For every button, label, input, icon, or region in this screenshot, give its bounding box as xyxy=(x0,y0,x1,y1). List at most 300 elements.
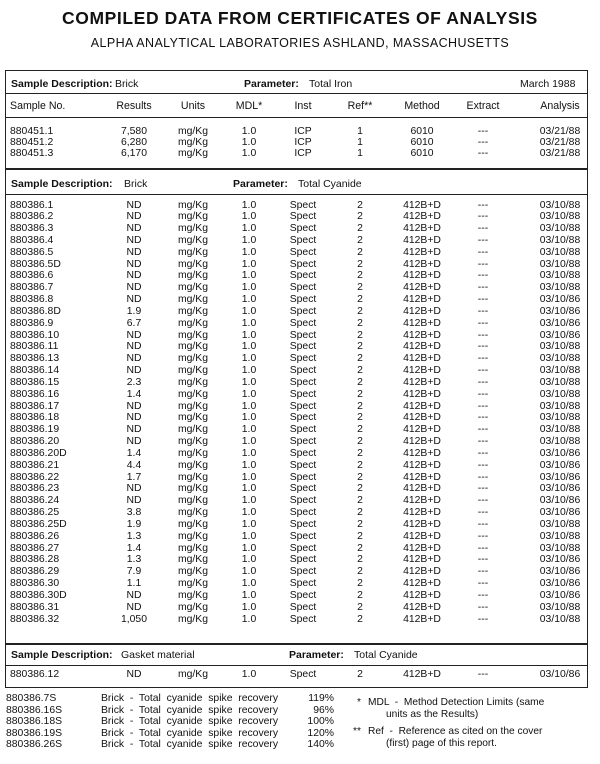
cell-results: 6.7 xyxy=(126,317,142,329)
cell-units: mg/Kg xyxy=(177,137,209,148)
cell-extract: --- xyxy=(477,317,489,329)
cell-units: mg/Kg xyxy=(177,234,209,246)
cell-ref: 2 xyxy=(357,223,363,235)
cell-sample-no: 880386.30 xyxy=(10,578,60,590)
cell-extract: --- xyxy=(477,530,489,542)
cell-results: 1,050 xyxy=(120,613,148,625)
cell-results: 1.4 xyxy=(126,447,142,459)
cell-results: 1.9 xyxy=(126,518,142,530)
cell-method: 412B+D xyxy=(403,471,441,483)
cell-units: mg/Kg xyxy=(177,126,209,137)
cell-mdl: 1.0 xyxy=(241,507,257,519)
spike-description: Brick - Total cyanide spike recovery xyxy=(101,739,279,751)
cell-sample-no: 880386.21 xyxy=(10,459,60,471)
cell-ref: 2 xyxy=(357,436,363,448)
cell-analysis: 03/10/86 xyxy=(539,471,581,483)
cell-analysis: 03/10/88 xyxy=(539,282,581,294)
spike-value: 96% xyxy=(313,704,334,716)
cell-inst: Spect xyxy=(289,554,317,566)
cell-units: mg/Kg xyxy=(177,246,209,258)
cell-sample-no: 880386.29 xyxy=(10,566,60,578)
header-divider xyxy=(5,665,588,666)
parameter-value: Total Iron xyxy=(309,78,353,90)
parameter-label: Parameter: xyxy=(233,178,288,190)
cell-method: 412B+D xyxy=(403,258,441,270)
cell-mdl: 1.0 xyxy=(241,365,257,377)
cell-extract: --- xyxy=(477,211,489,223)
cell-ref: 1 xyxy=(357,148,363,159)
cell-results: 2.3 xyxy=(126,376,142,388)
cell-mdl: 1.0 xyxy=(241,258,257,270)
cell-units: mg/Kg xyxy=(177,601,209,613)
column-headers xyxy=(0,101,600,113)
cell-method: 6010 xyxy=(410,137,434,148)
cell-mdl: 1.0 xyxy=(241,211,257,223)
cell-units: mg/Kg xyxy=(177,305,209,317)
cell-ref: 2 xyxy=(357,447,363,459)
cell-sample-no: 880386.26 xyxy=(10,530,60,542)
cell-results: 4.4 xyxy=(126,459,142,471)
cell-ref: 2 xyxy=(357,530,363,542)
cell-extract: --- xyxy=(477,578,489,590)
cell-method: 412B+D xyxy=(403,282,441,294)
cell-sample-no: 880386.27 xyxy=(10,542,60,554)
cell-mdl: 1.0 xyxy=(241,471,257,483)
cell-extract: --- xyxy=(477,589,489,601)
cell-inst: Spect xyxy=(289,234,317,246)
cell-sample-no: 880386.9 xyxy=(10,317,54,329)
cell-sample-no: 880386.2 xyxy=(10,211,54,223)
cell-ref: 2 xyxy=(357,412,363,424)
cell-extract: --- xyxy=(477,400,489,412)
header-divider xyxy=(5,93,588,94)
cell-results: 6,280 xyxy=(120,137,148,148)
cell-method: 412B+D xyxy=(403,341,441,353)
cell-analysis: 03/10/86 xyxy=(539,578,581,590)
cell-mdl: 1.0 xyxy=(241,669,257,680)
table-row xyxy=(0,670,600,681)
cell-analysis: 03/10/86 xyxy=(539,294,581,306)
cell-method: 412B+D xyxy=(403,211,441,223)
cell-sample-no: 880386.8 xyxy=(10,294,54,306)
column-header-analysis: Analysis xyxy=(540,100,580,112)
cell-ref: 2 xyxy=(357,483,363,495)
cell-results: 1.4 xyxy=(126,388,142,400)
sample-description-label: Sample Description: xyxy=(11,78,113,90)
cell-extract: --- xyxy=(477,669,489,680)
cell-analysis: 03/10/86 xyxy=(539,495,581,507)
cell-sample-no: 880386.32 xyxy=(10,613,60,625)
cell-units: mg/Kg xyxy=(177,566,209,578)
cell-units: mg/Kg xyxy=(177,400,209,412)
cell-extract: --- xyxy=(477,329,489,341)
cell-analysis: 03/10/86 xyxy=(539,507,581,519)
cell-analysis: 03/21/88 xyxy=(539,148,581,159)
cell-sample-no: 880386.3 xyxy=(10,223,54,235)
cell-mdl: 1.0 xyxy=(241,148,257,159)
cell-sample-no: 880386.17 xyxy=(10,400,60,412)
cell-sample-no: 880451.1 xyxy=(10,126,54,137)
cell-inst: Spect xyxy=(289,530,317,542)
cell-method: 412B+D xyxy=(403,669,441,680)
cell-results: 7.9 xyxy=(126,566,142,578)
cell-analysis: 03/10/86 xyxy=(539,589,581,601)
cell-sample-no: 880386.20D xyxy=(10,447,67,459)
sample-description-value: Brick xyxy=(115,78,139,90)
cell-method: 412B+D xyxy=(403,270,441,282)
cell-inst: Spect xyxy=(289,282,317,294)
cell-results: ND xyxy=(126,400,142,412)
cell-analysis: 03/10/88 xyxy=(539,246,581,258)
cell-ref: 2 xyxy=(357,388,363,400)
cell-sample-no: 880386.12 xyxy=(10,669,60,680)
cell-mdl: 1.0 xyxy=(241,601,257,613)
cell-sample-no: 880386.22 xyxy=(10,471,60,483)
cell-extract: --- xyxy=(477,554,489,566)
cell-extract: --- xyxy=(477,126,489,137)
cell-inst: Spect xyxy=(289,613,317,625)
cell-extract: --- xyxy=(477,341,489,353)
cell-sample-no: 880386.16 xyxy=(10,388,60,400)
report-date: March 1988 xyxy=(520,78,576,90)
cell-units: mg/Kg xyxy=(177,507,209,519)
cell-method: 412B+D xyxy=(403,223,441,235)
cell-inst: Spect xyxy=(289,294,317,306)
cell-units: mg/Kg xyxy=(177,542,209,554)
cell-units: mg/Kg xyxy=(177,589,209,601)
parameter-label: Parameter: xyxy=(289,649,344,661)
spike-sample-no: 880386.18S xyxy=(6,716,63,728)
spike-recovery-row xyxy=(0,728,340,740)
cell-results: ND xyxy=(126,234,142,246)
cell-analysis: 03/10/88 xyxy=(539,365,581,377)
cell-results: 6,170 xyxy=(120,148,148,159)
sample-description-label: Sample Description: xyxy=(11,649,113,661)
cell-inst: ICP xyxy=(294,126,312,137)
cell-method: 412B+D xyxy=(403,518,441,530)
cell-analysis: 03/10/86 xyxy=(539,483,581,495)
cell-mdl: 1.0 xyxy=(241,282,257,294)
cell-extract: --- xyxy=(477,495,489,507)
cell-ref: 2 xyxy=(357,234,363,246)
cell-extract: --- xyxy=(477,223,489,235)
cell-analysis: 03/10/88 xyxy=(539,542,581,554)
cell-analysis: 03/10/88 xyxy=(539,436,581,448)
cell-method: 6010 xyxy=(410,148,434,159)
cell-units: mg/Kg xyxy=(177,613,209,625)
cell-results: 1.3 xyxy=(126,554,142,566)
cell-method: 412B+D xyxy=(403,412,441,424)
cell-method: 412B+D xyxy=(403,483,441,495)
cell-analysis: 03/10/88 xyxy=(539,400,581,412)
cell-inst: Spect xyxy=(289,566,317,578)
footnote-text: Ref - Reference as cited on the cover xyxy=(368,726,543,737)
footnote-text: units as the Results) xyxy=(386,708,479,720)
cell-mdl: 1.0 xyxy=(241,270,257,282)
cell-method: 412B+D xyxy=(403,447,441,459)
column-header-sample-no: Sample No. xyxy=(10,100,66,112)
cell-extract: --- xyxy=(477,234,489,246)
spike-sample-no: 880386.16S xyxy=(6,704,63,716)
spike-recovery-row xyxy=(0,716,340,728)
cell-inst: Spect xyxy=(289,317,317,329)
cell-units: mg/Kg xyxy=(177,447,209,459)
cell-mdl: 1.0 xyxy=(241,589,257,601)
cell-results: ND xyxy=(126,601,142,613)
sample-description-label: Sample Description: xyxy=(11,178,113,190)
cell-inst: ICP xyxy=(294,148,312,159)
cell-results: ND xyxy=(126,258,142,270)
cell-units: mg/Kg xyxy=(177,223,209,235)
cell-sample-no: 880386.19 xyxy=(10,424,60,436)
cell-method: 412B+D xyxy=(403,566,441,578)
cell-mdl: 1.0 xyxy=(241,495,257,507)
cell-method: 412B+D xyxy=(403,601,441,613)
cell-method: 412B+D xyxy=(403,589,441,601)
parameter-label: Parameter: xyxy=(244,78,299,90)
cell-sample-no: 880386.14 xyxy=(10,365,60,377)
cell-mdl: 1.0 xyxy=(241,554,257,566)
spike-description: Brick - Total cyanide spike recovery xyxy=(101,727,279,739)
column-header-ref: Ref** xyxy=(347,100,373,112)
cell-analysis: 03/10/86 xyxy=(539,447,581,459)
cell-ref: 2 xyxy=(357,258,363,270)
cell-inst: Spect xyxy=(289,507,317,519)
cell-results: ND xyxy=(126,246,142,258)
cell-mdl: 1.0 xyxy=(241,305,257,317)
spike-sample-no: 880386.7S xyxy=(6,693,57,704)
cell-method: 412B+D xyxy=(403,578,441,590)
cell-sample-no: 880386.24 xyxy=(10,495,60,507)
cell-method: 412B+D xyxy=(403,317,441,329)
cell-mdl: 1.0 xyxy=(241,246,257,258)
cell-method: 412B+D xyxy=(403,388,441,400)
cell-analysis: 03/10/88 xyxy=(539,211,581,223)
cell-results: 1.1 xyxy=(126,578,142,590)
cell-inst: Spect xyxy=(289,199,317,211)
header-divider xyxy=(5,117,588,118)
cell-ref: 2 xyxy=(357,294,363,306)
cell-mdl: 1.0 xyxy=(241,234,257,246)
cell-ref: 2 xyxy=(357,353,363,365)
cell-method: 412B+D xyxy=(403,329,441,341)
cell-ref: 2 xyxy=(357,270,363,282)
cell-units: mg/Kg xyxy=(177,148,209,159)
cell-units: mg/Kg xyxy=(177,353,209,365)
cell-method: 412B+D xyxy=(403,530,441,542)
cell-results: ND xyxy=(126,589,142,601)
cell-sample-no: 880386.6 xyxy=(10,270,54,282)
cell-extract: --- xyxy=(477,270,489,282)
cell-extract: --- xyxy=(477,566,489,578)
cell-ref: 2 xyxy=(357,341,363,353)
cell-mdl: 1.0 xyxy=(241,199,257,211)
cell-inst: Spect xyxy=(289,305,317,317)
cell-sample-no: 880386.5 xyxy=(10,246,54,258)
cell-sample-no: 880386.25 xyxy=(10,507,60,519)
cell-inst: Spect xyxy=(289,223,317,235)
cell-sample-no: 880386.8D xyxy=(10,305,61,317)
spike-description: Brick - Total cyanide spike recovery xyxy=(101,704,279,716)
cell-units: mg/Kg xyxy=(177,436,209,448)
cell-units: mg/Kg xyxy=(177,282,209,294)
cell-ref: 2 xyxy=(357,211,363,223)
cell-units: mg/Kg xyxy=(177,412,209,424)
cell-analysis: 03/10/88 xyxy=(539,258,581,270)
cell-ref: 2 xyxy=(357,554,363,566)
cell-extract: --- xyxy=(477,353,489,365)
cell-ref: 2 xyxy=(357,376,363,388)
header-divider xyxy=(5,194,588,195)
cell-results: ND xyxy=(126,270,142,282)
cell-extract: --- xyxy=(477,542,489,554)
cell-extract: --- xyxy=(477,507,489,519)
section-divider xyxy=(5,168,588,170)
footnote-text: MDL - Method Detection Limits (same xyxy=(368,697,545,708)
cell-analysis: 03/10/86 xyxy=(539,566,581,578)
lab-name: ALPHA ANALYTICAL LABORATORIES ASHLAND, MASSACHUSETTS xyxy=(90,36,510,50)
cell-analysis: 03/10/88 xyxy=(539,424,581,436)
cell-results: ND xyxy=(126,282,142,294)
cell-analysis: 03/10/86 xyxy=(539,459,581,471)
cell-ref: 2 xyxy=(357,329,363,341)
cell-inst: Spect xyxy=(289,436,317,448)
cell-mdl: 1.0 xyxy=(241,329,257,341)
cell-inst: Spect xyxy=(289,424,317,436)
cell-units: mg/Kg xyxy=(177,211,209,223)
cell-sample-no: 880451.3 xyxy=(10,148,54,159)
cell-extract: --- xyxy=(477,424,489,436)
cell-inst: Spect xyxy=(289,353,317,365)
cell-units: mg/Kg xyxy=(177,365,209,377)
cell-ref: 2 xyxy=(357,542,363,554)
footnote-mark: ** xyxy=(353,726,361,737)
cell-extract: --- xyxy=(477,148,489,159)
column-header-extract: Extract xyxy=(466,100,500,112)
cell-method: 6010 xyxy=(410,126,434,137)
cell-results: ND xyxy=(126,669,142,680)
cell-analysis: 03/10/88 xyxy=(539,223,581,235)
cell-method: 412B+D xyxy=(403,294,441,306)
spike-value: 119% xyxy=(308,693,334,704)
cell-ref: 2 xyxy=(357,365,363,377)
cell-results: 1.3 xyxy=(126,530,142,542)
cell-extract: --- xyxy=(477,483,489,495)
cell-units: mg/Kg xyxy=(177,376,209,388)
cell-extract: --- xyxy=(477,518,489,530)
cell-extract: --- xyxy=(477,613,489,625)
cell-mdl: 1.0 xyxy=(241,341,257,353)
cell-extract: --- xyxy=(477,305,489,317)
cell-units: mg/Kg xyxy=(177,459,209,471)
cell-analysis: 03/10/88 xyxy=(539,601,581,613)
cell-units: mg/Kg xyxy=(177,199,209,211)
cell-results: 3.8 xyxy=(126,507,142,519)
cell-extract: --- xyxy=(477,137,489,148)
cell-inst: Spect xyxy=(289,376,317,388)
cell-ref: 2 xyxy=(357,566,363,578)
cell-results: ND xyxy=(126,294,142,306)
cell-sample-no: 880451.2 xyxy=(10,137,54,148)
footnote-mark: * xyxy=(357,697,361,708)
cell-analysis: 03/10/88 xyxy=(539,270,581,282)
cell-analysis: 03/10/88 xyxy=(539,530,581,542)
cell-units: mg/Kg xyxy=(177,578,209,590)
cell-inst: Spect xyxy=(289,270,317,282)
cell-ref: 2 xyxy=(357,305,363,317)
cell-inst: Spect xyxy=(289,329,317,341)
cell-extract: --- xyxy=(477,282,489,294)
cell-analysis: 03/10/86 xyxy=(539,317,581,329)
sample-description-value: Brick xyxy=(124,178,148,190)
cell-extract: --- xyxy=(477,459,489,471)
page-title: COMPILED DATA FROM CERTIFICATES OF ANALYSIS xyxy=(62,8,538,28)
cell-units: mg/Kg xyxy=(177,518,209,530)
cell-mdl: 1.0 xyxy=(241,400,257,412)
cell-ref: 2 xyxy=(357,471,363,483)
cell-analysis: 03/10/86 xyxy=(539,669,581,680)
cell-results: 1.7 xyxy=(126,471,142,483)
cell-results: ND xyxy=(126,353,142,365)
table-row xyxy=(0,615,600,627)
cell-ref: 2 xyxy=(357,317,363,329)
cell-results: ND xyxy=(126,365,142,377)
cell-analysis: 03/10/88 xyxy=(539,353,581,365)
cell-ref: 1 xyxy=(357,126,363,137)
cell-analysis: 03/21/88 xyxy=(539,126,581,137)
cell-method: 412B+D xyxy=(403,376,441,388)
spike-sample-no: 880386.19S xyxy=(6,727,63,739)
cell-units: mg/Kg xyxy=(177,388,209,400)
cell-analysis: 03/10/86 xyxy=(539,305,581,317)
cell-mdl: 1.0 xyxy=(241,530,257,542)
cell-inst: Spect xyxy=(289,669,317,680)
cell-extract: --- xyxy=(477,436,489,448)
cell-method: 412B+D xyxy=(403,542,441,554)
cell-inst: Spect xyxy=(289,483,317,495)
column-header-units: Units xyxy=(180,100,206,112)
cell-ref: 2 xyxy=(357,507,363,519)
cell-method: 412B+D xyxy=(403,353,441,365)
cell-ref: 2 xyxy=(357,282,363,294)
cell-method: 412B+D xyxy=(403,246,441,258)
cell-extract: --- xyxy=(477,412,489,424)
cell-sample-no: 880386.10 xyxy=(10,329,60,341)
cell-analysis: 03/10/88 xyxy=(539,412,581,424)
cell-mdl: 1.0 xyxy=(241,353,257,365)
cell-method: 412B+D xyxy=(403,424,441,436)
cell-extract: --- xyxy=(477,388,489,400)
cell-inst: Spect xyxy=(289,388,317,400)
cell-method: 412B+D xyxy=(403,495,441,507)
cell-method: 412B+D xyxy=(403,507,441,519)
cell-units: mg/Kg xyxy=(177,554,209,566)
cell-sample-no: 880386.7 xyxy=(10,282,54,294)
cell-sample-no: 880386.28 xyxy=(10,554,60,566)
cell-sample-no: 880386.15 xyxy=(10,376,60,388)
cell-units: mg/Kg xyxy=(177,270,209,282)
section-divider xyxy=(5,643,588,645)
parameter-value: Total Cyanide xyxy=(298,178,362,190)
spike-description: Brick - Total cyanide spike recovery xyxy=(101,716,279,728)
cell-analysis: 03/10/88 xyxy=(539,234,581,246)
section-header xyxy=(11,178,586,192)
cell-sample-no: 880386.5D xyxy=(10,258,61,270)
cell-analysis: 03/21/88 xyxy=(539,137,581,148)
section-header xyxy=(11,78,586,92)
cell-extract: --- xyxy=(477,471,489,483)
cell-analysis: 03/10/88 xyxy=(539,388,581,400)
